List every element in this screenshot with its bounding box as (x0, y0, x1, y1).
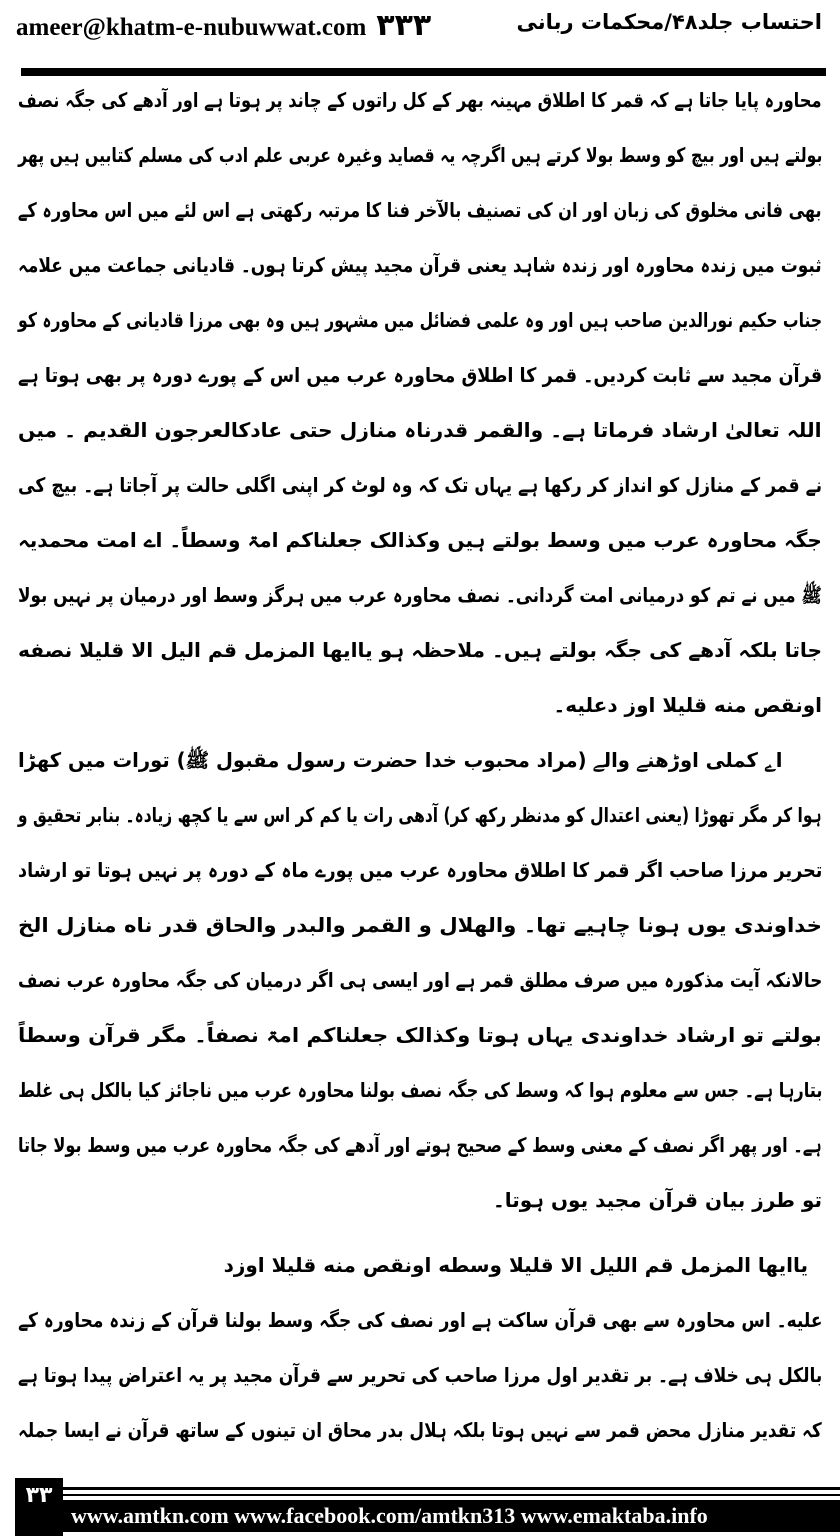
header-book-title: احتساب جلد۴۸/محکمات ربانی (516, 10, 822, 34)
text-line-content: جگہ محاورہ عرب میں وسط بولتے ہیں وکذالک جعلناکم امۃ وسطاً۔ اے امت محمدیہ (18, 528, 822, 552)
text-line-content: بولتے تو ارشاد خداوندی یہاں ہوتا وکذالک جعلناکم امۃ نصفاً۔ مگر قرآن وسطاً (18, 1023, 822, 1047)
text-line-content: ہوا کر مگر تھوڑا (یعنی اعتدال کو مدنظر رکھ کر) آدھی رات یا کم کر اس سے یا کچھ زیادہ۔ بنابر تحقیق و (18, 803, 822, 827)
text-line-content: تو طرز بیان قرآن مجید یوں ہوتا۔ (493, 1188, 822, 1212)
text-line-content: قرآن مجید سے ثابت کردیں۔ قمر کا اطلاق محاورہ عرب میں اس کے پورے دورہ پر بھی ہوتا ہے (17, 363, 822, 387)
text-line-content: بتارہا ہے۔ جس سے معلوم ہوا کہ وسط کی جگہ نصف بولنا محاورہ عرب میں ناجائز کیا بالکل ہی غلط (17, 1078, 822, 1102)
text-line-content: جاتا بلکہ آدھے کی جگہ بولتے ہیں۔ ملاحظہ ہو یاایها المزمل قم الیل الا قلیلا نصفه (17, 638, 822, 662)
text-line (18, 355, 822, 395)
text-line-content: یاایها المزمل قم اللیل الا قلیلا وسطه اونقص منه قلیلا اوزد (223, 1253, 808, 1277)
header-page-number: ۳۳۳ (376, 8, 432, 43)
text-line-content: بالکل ہی خلاف ہے۔ بر تقدیر اول مرزا صاحب کی تحریر سے قرآن مجید پر یہ اعتراض پیدا ہوتا ہے (17, 1363, 822, 1387)
text-line-content: تحریر مرزا صاحب اگر قمر کا اطلاق محاورہ عرب میں پورے ماہ کے دورہ پر نہیں ہوتا تو ارشاد (17, 858, 822, 882)
text-line-content: جناب حکیم نورالدین صاحب ہیں اور وہ علمی فضائل میں مشہور ہیں وہ بھی مرزا قادیانی کے محاورہ کو (17, 308, 822, 332)
text-line-content: ﷺ میں نے تم کو درمیانی امت گردانی۔ نصف محاورہ عرب میں ہرگز وسط اور درمیان پر نہیں بولا (18, 583, 822, 607)
text-line (18, 80, 822, 120)
text-line (18, 740, 822, 780)
text-line (18, 520, 822, 560)
text-line (18, 905, 822, 945)
text-line (18, 1355, 822, 1395)
text-line (18, 1125, 822, 1165)
text-line (18, 190, 822, 230)
text-line-content: ہے۔ اور پھر اگر نصف کے معنی وسط کے صحیح ہوتے اور آدھے کی جگہ محاورہ عرب میں وسط بولا جاتا (18, 1133, 822, 1157)
text-line-content: اللہ تعالیٰ ارشاد فرماتا ہے۔ والقمر قدرناہ منازل حتی عادکالعرجون القدیم ۔ میں (18, 418, 822, 442)
text-line (18, 960, 822, 1000)
text-line (18, 1300, 822, 1340)
text-line-content: نے قمر کے منازل کو انداز کر رکھا ہے یہاں تک کہ وہ لوٹ کر اپنی اگلی حالت پر آجاتا ہے۔ بیچ کی (17, 473, 822, 497)
text-line-content: محاورہ پایا جاتا ہے کہ قمر کا اطلاق مہینہ بھر کے کل راتوں کے چاند پر ہوتا ہے اور آدھے کی جگہ نصف (18, 88, 822, 112)
text-line (18, 850, 822, 890)
text-line-content: کہ تقدیر منازل محض قمر سے نہیں ہوتا بلکہ ہلال بدر محاق ان تینوں کے ساتھ قرآن نے ایسا جملہ (18, 1418, 822, 1442)
text-line-content: علیه۔ اس محاورہ سے بھی قرآن ساکت ہے اور نصف کی جگہ وسط بولنا قرآن کے زندہ محاورہ کے (17, 1308, 822, 1332)
text-line-content: بھی فانی مخلوق کی زبان اور ان کی تصنیف بالآخر فنا کا مرتبہ رکھتی ہے اس لئے میں اس محاورہ کے (18, 198, 822, 222)
text-line (18, 300, 822, 340)
text-line (18, 575, 822, 615)
footer-links: www.amtkn.com www.facebook.com/amtkn313 www.emaktaba.info (63, 1500, 840, 1532)
text-line (18, 1015, 822, 1055)
header-divider (21, 68, 826, 76)
text-line (18, 1070, 822, 1110)
text-line-content: خداوندی یوں ہونا چاہیے تھا۔ والهلال و القمر والبدر والحاق قدر ناه منازل الخ (18, 913, 822, 937)
text-line (18, 1245, 822, 1285)
header-email: ameer@khatm-e-nubuwwat.com (16, 14, 367, 41)
text-line (18, 630, 822, 670)
text-line (18, 1180, 822, 1220)
footer-page-number: ۳۳ (15, 1478, 63, 1536)
text-line (18, 245, 822, 285)
header-left-group (16, 8, 431, 43)
text-line-content: بولتے ہیں اور بیچ کو وسط بولا کرتے ہیں اگرچہ یہ قصاید وغیرہ عربی علم ادب کی مسلم کتابیں ہیں پھر (17, 143, 822, 167)
text-line (18, 1410, 822, 1450)
text-line-content: اے کملی اوڑھنے والے (مراد محبوب خدا حضرت رسول مقبول ﷺ) تورات میں کھڑا (17, 748, 782, 772)
footer-divider (63, 1487, 840, 1490)
text-line (18, 465, 822, 505)
text-line (18, 685, 822, 725)
text-line-content: حالانکہ آیت مذکورہ میں صرف مطلق قمر ہے اور ایسی ہی اگر درمیان کی جگہ محاورہ عرب نصف (17, 968, 822, 992)
text-line (18, 410, 822, 450)
footer-divider (63, 1494, 840, 1496)
text-line (18, 795, 822, 835)
text-line-content: ثبوت میں زندہ محاورہ اور زندہ شاہد یعنی قرآن مجید پیش کرتا ہوں۔ قادیانی جماعت میں علامہ (18, 253, 822, 277)
text-line (18, 135, 822, 175)
text-line-content: اونقص منه قلیلا اوز دعلیه۔ (553, 693, 822, 717)
